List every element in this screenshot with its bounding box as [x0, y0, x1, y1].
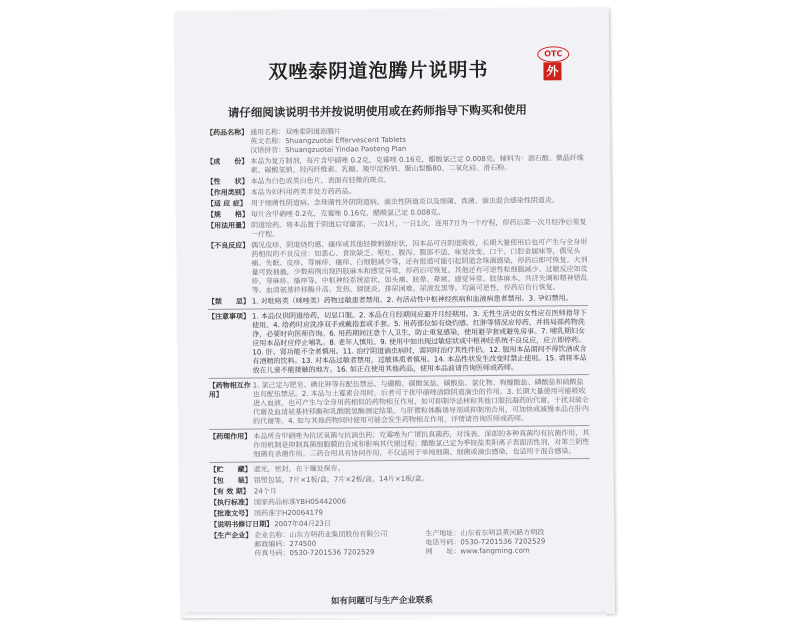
section-value: 用于细菌性阴道病、念珠菌性外阴阴道病、滴虫性阴道炎以及细菌、真菌、滴虫混合感染性阴道炎。 [250, 196, 559, 208]
package-insert-sheet [175, 8, 615, 619]
section-label: 【注意事项】 [207, 312, 251, 321]
section-value: 1. 对吡咯类（咪唑类）药物过敏患者禁用。2. 有活动性中枢神经疾病和血液病患者禁用。3. 孕妇禁用。 [251, 294, 573, 306]
sheet-shadow [186, 612, 606, 618]
manufacturer-name: 企业名称：山东方明药业集团股份有限公司 [254, 530, 388, 540]
document-title: 双唑泰阴道泡腾片说明书 [268, 59, 489, 84]
section-label: 【贮 藏】 [209, 465, 252, 474]
manufacturer-postcode: 邮政编码：274500 [254, 539, 317, 549]
section-value: 每片含甲硝唑 0.2克，克霉唑 0.16克，醋酸氯己定 0.008克。 [250, 208, 445, 219]
section-label: 【性 状】 [206, 177, 249, 186]
section-label: 【成 份】 [206, 157, 249, 166]
section-value: 国家药品标准YBH05442006 [253, 497, 346, 507]
section-label: 【药物相互作用】 [208, 381, 251, 399]
section-value: 24个月 [253, 487, 277, 496]
section-label: 【不良反应】 [207, 241, 250, 250]
otc-badge [537, 46, 567, 82]
section-value: 国药准字H20064179 [254, 508, 324, 518]
section-label: 【包 装】 [209, 476, 252, 485]
section-label: 【禁 忌】 [207, 297, 250, 306]
section-adverse-reactions [207, 238, 588, 296]
section-label: 【药理作用】 [209, 432, 252, 441]
section-label: 【药品名称】 [206, 128, 249, 137]
section-value: 阴道给药。将本品置于阴道后穹窿部，一次1片，一日1次，连用7日为一个疗程，停药后第一次月经净后重复一疗程。 [251, 217, 587, 239]
section-interactions [209, 378, 589, 427]
section-pharmacology [209, 429, 589, 460]
section-value: 通用名称：双唑泰阴道泡腾片 英文名称：Shuangzuotai Effervescent Tablets 汉语拼音：Shuangzuotai Yindao Paoteng Pian [250, 127, 407, 155]
section-value: 2007年04月23日 [274, 519, 331, 529]
section-value: 本品为白色或类白色片，表面有轻微的斑点。 [250, 176, 391, 186]
section-label: 【生产企业】 [210, 531, 253, 540]
otc-badge-ring: OTC [537, 46, 569, 62]
section-label: 【适 应 症】 [206, 199, 247, 208]
manufacturer-phone: 电话号码：0530-7201536 7202529 [425, 537, 546, 547]
section-drug-name [206, 125, 586, 156]
insert-sections [206, 125, 591, 561]
section-value: 1. 本品仅供阴道给药，切忌口服。2. 本品在月经期间应避开月经期用。3. 无性生活史的女性应在医师指导下使用。4. 给药时应洗净双手或戴指套或手套。5. 用药部位如有烧灼感、红肿等情况应停药，并将局部药物洗净，必要时向医师咨询。6. 用药期间注意个人卫生，防止重复感染，使用避孕套或避免房事。7. 哺乳期妇女应用本品时应停止哺乳。8. 老年人慎用。9. 使用中如出现过敏症状或中枢神经系统不良反应，应立即停药。10. 肝、肾功能不全者慎用。11. 治疗阴道滴虫病时，需同时治疗其性伴侣。12. 服用本品期间不得饮酒或含有酒精的饮料。13. 对本品过敏者禁用，过敏体质者慎用。14. 本品性状发生改变时禁止使用。15. 请将本品放在儿童不能接触的地方。16. 如正在使用其他药品，使用本品前请咨询医师或药师。 [251, 308, 587, 375]
section-label: 【用法用量】 [207, 221, 250, 230]
manufacturer-fax: 传真号码：0530-7201536 7202529 [254, 548, 375, 558]
section-ingredients [206, 154, 586, 176]
section-value: 本品为复方制剂，每片含甲硝唑 0.2克，克霉唑 0.16克，醋酸氯己定 0.008克。辅料为：酒石酸、微晶纤维素、碳酸氢钠、羟丙纤维素、乳糖、羧甲淀粉钠、聚山梨酯80、二氧化硅、滑石粉。 [250, 154, 584, 175]
section-label: 【批准文号】 [210, 509, 253, 518]
contact-footer: 如有问题可与生产企业联系 [330, 595, 434, 607]
section-precautions [208, 309, 589, 376]
section-manufacturer [210, 528, 590, 559]
manufacturer-website: 网 址：www.fangming.com [425, 546, 530, 556]
otc-badge-external-use: 外 [543, 62, 561, 80]
section-value: 本品所含甲硝唑为抗厌氧菌与抗滴虫药；克霉唑为广谱抗真菌药，对浅表、深部的多种真菌均有抗菌作用，其作用机制是抑制真菌细胞膜的合成和影响其代谢过程；醋酸氯己定为季铵盐类阳离子表面活性剂，对革兰阴性细菌有杀菌作用。三药合用具有协同作用，不仅适用于单纯细菌、细菌或滴虫感染，也适用于混合感染。 [253, 428, 590, 459]
section-dosage [207, 218, 587, 240]
document-subtitle: 请仔细阅读说明书并按说明使用或在药师指导下购买和使用 [227, 102, 527, 120]
section-value: 本品为妇科用药类非处方药药品。 [250, 187, 356, 197]
section-label: 【作用类别】 [206, 188, 249, 197]
section-label: 【规 格】 [206, 210, 250, 219]
manufacturer-details [254, 528, 590, 559]
section-value: 铝塑包装，7片×1板/盒，7片×2板/盒，14片×1板/盒。 [253, 474, 429, 485]
section-label: 【执行标准】 [209, 498, 253, 507]
section-label: 【说明书修订日期】 [210, 520, 274, 529]
section-value: 偶见皮疹、阴道烧灼感、瘙痒或其他轻微刺激症状，因本品可自阴道吸收，长期大量使用后也可产生与全身用药相似的不良反应：如恶心、食欲缺乏、呕吐、腹泻、腹部不适、味觉改变、口干、口腔金属味等，偶见头痛、失眠、皮疹、荨麻疹、瘙痒、白细胞减少等，还有报道可能引起阴道念珠菌感染，停药后即可恢复。大剂量可致抽搐，少数病例出现四肢麻木和感觉异常，停药后可恢复。其他还有可逆性粒细胞减少、过敏反应如皮疹、荨麻疹、瘙痒等。中枢神经系统症状，如头痛、眩晕、晕厥、感觉异常、肢体麻木、共济失调和精神错乱等。血清氨基转移酶升高、发热、膀胱炎、排尿困难、尿液发黑等。均属可逆性，停药后自行恢复。 [251, 237, 588, 295]
section-value: 1. 氯己定与肥皂、碘化钾等有配伍禁忌。与硼酸、碳酸氢盐、碳酸盐、氯化物、枸橼酸盐、磷酸盐和硫酸盐也有配伍禁忌。2. 本品与土霉素合用时，后者可干扰甲硝唑清除阴道滴虫的作用。3. 长期大量使用可能吸收进入血液，也可产生与全身用药相似的药物相互作用，如可抑制华法林和其他口服抗凝药的代谢，干扰双硫仑代谢及血清氨基转移酶和乳酸脱氢酶测定结果，与肝微粒体酶诱导剂或抑制剂合用，可加快或减慢本品在肝内的代谢等。4. 如与其他药物同时使用可能会发生药物相互作用，详情请咨询医师或药师。 [252, 378, 590, 426]
section-label: 【有 效 期】 [209, 487, 250, 496]
section-value: 遮光，密封，在干燥处保存。 [253, 464, 345, 474]
manufacturer-address: 生产地址：山东省东明县黄河路方明段 [425, 528, 545, 538]
